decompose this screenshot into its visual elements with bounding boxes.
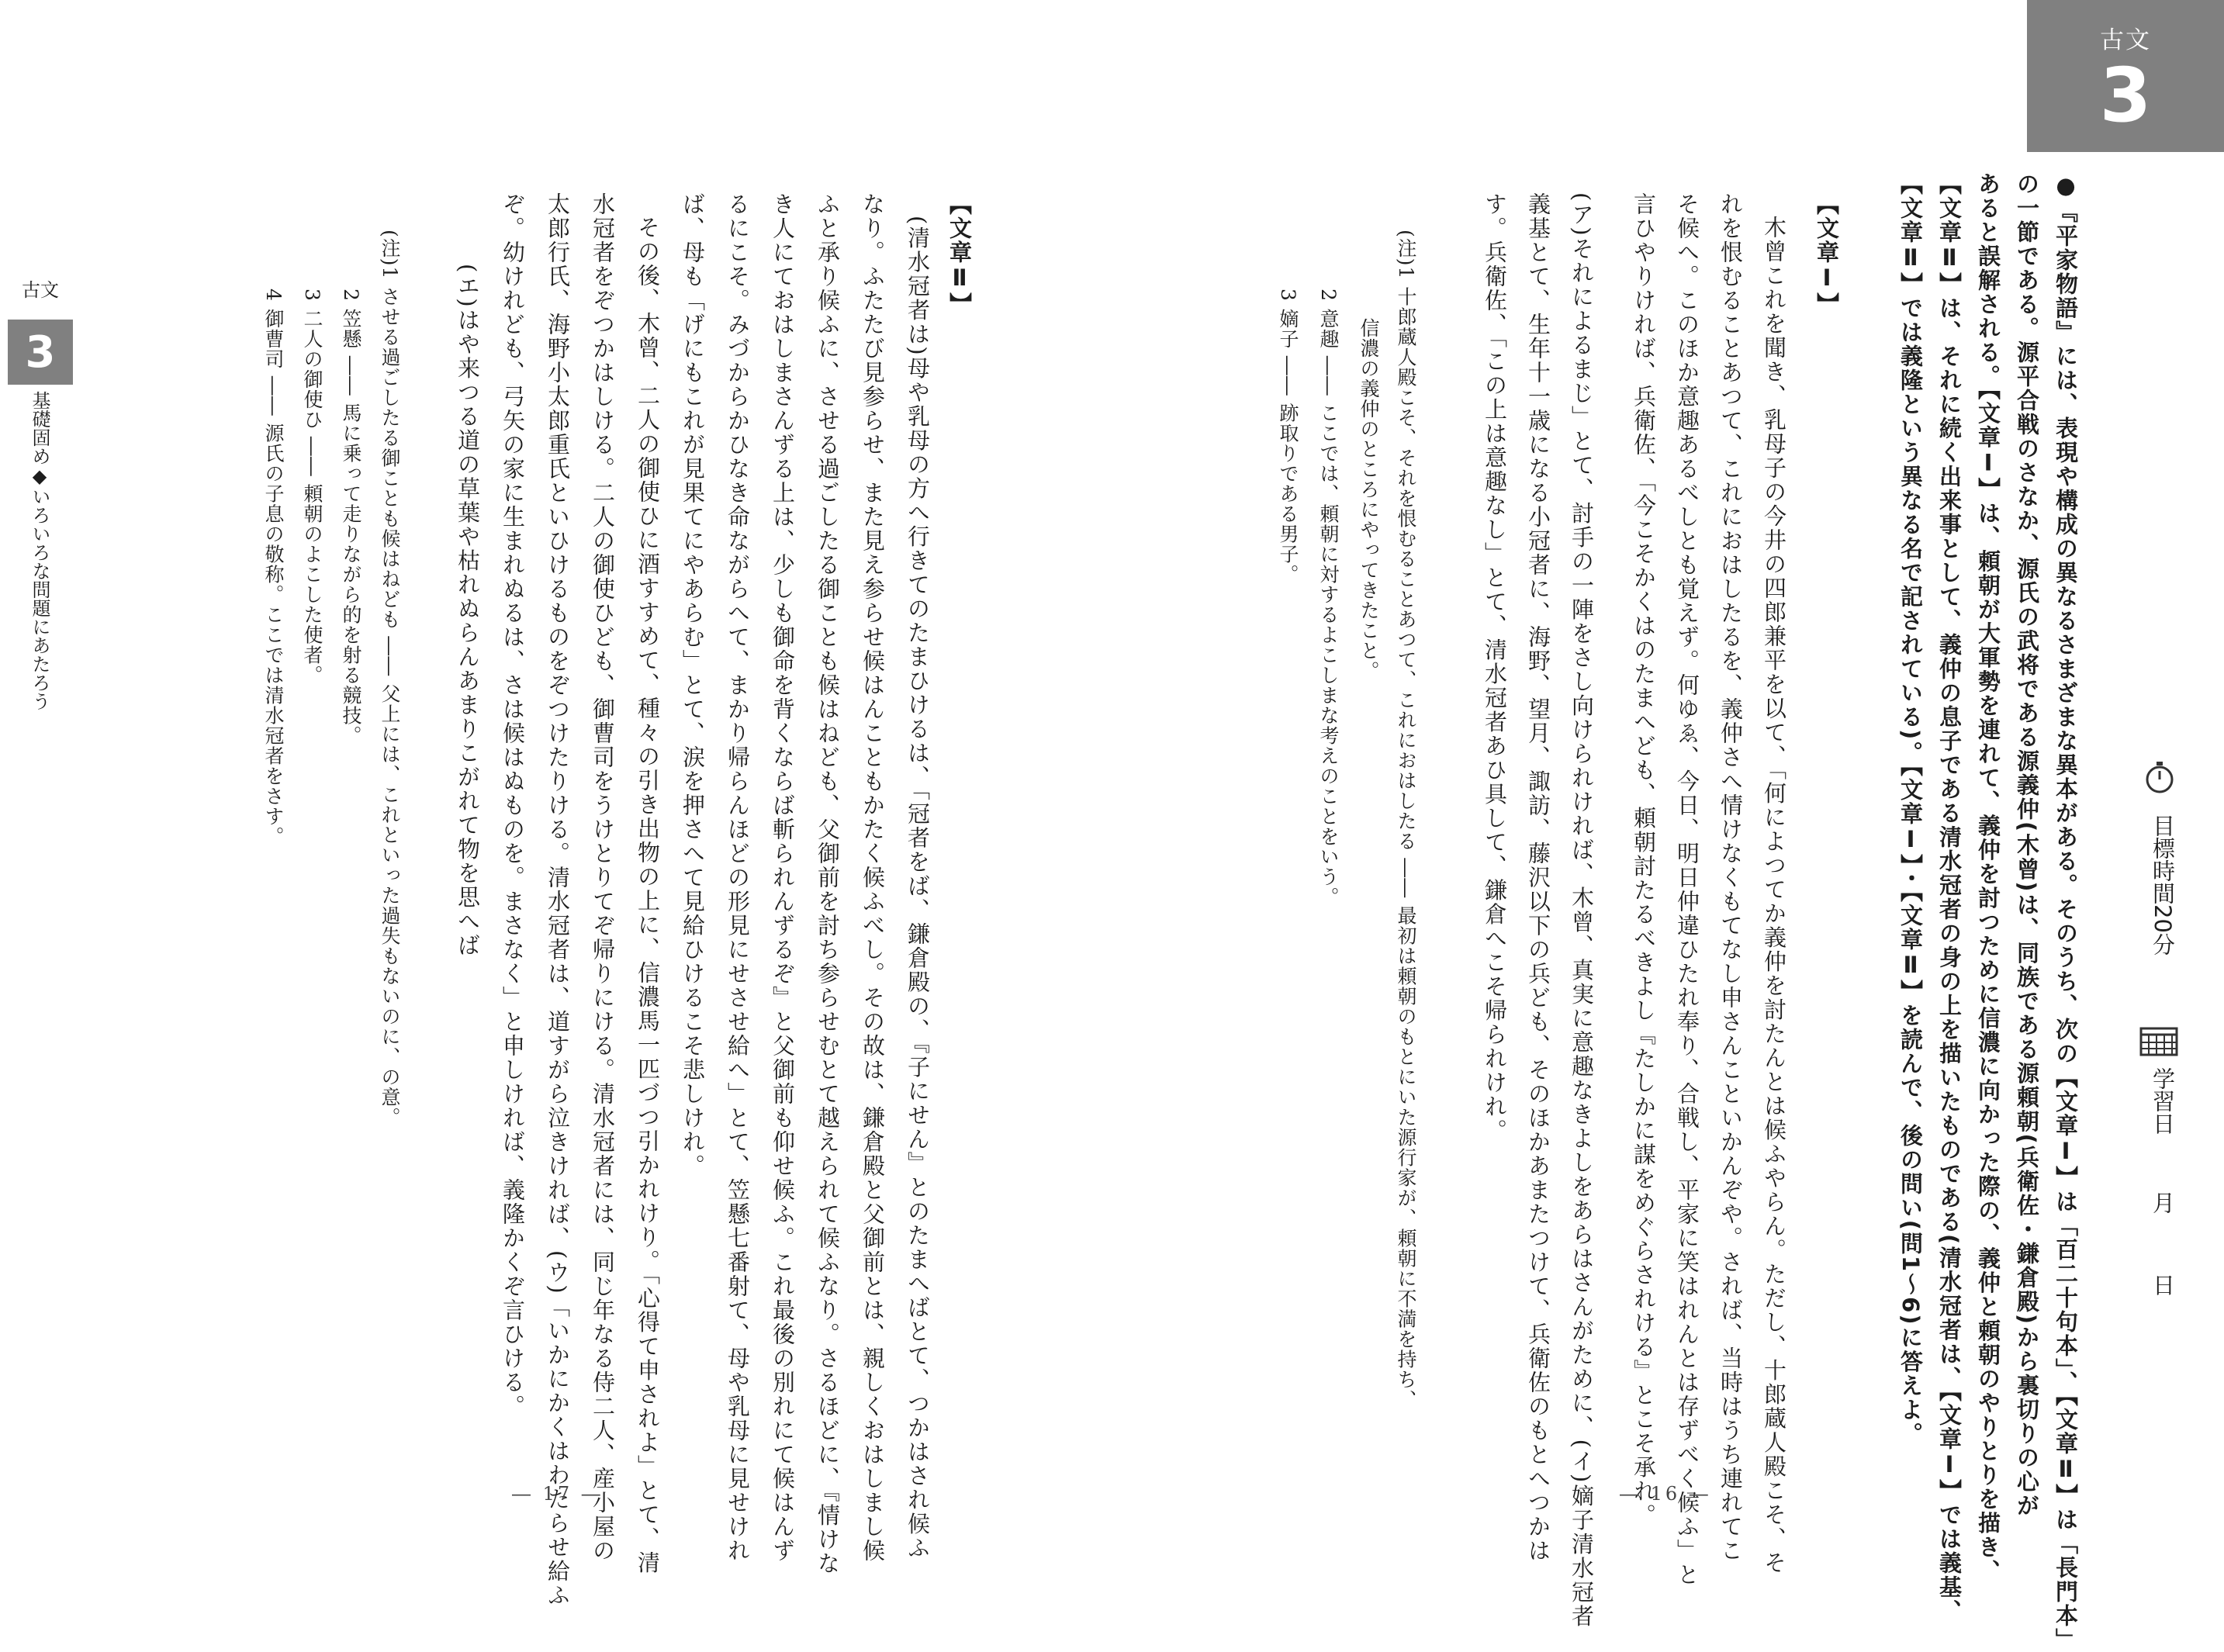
text2-poem: (エ)はや来つる道の草葉や枯れぬらんあまりこがれて物を思へば [455, 264, 481, 958]
text2-line-7: その後、木曾、二人の御使ひに酒すすめて、種々の引き出物の上に、信濃馬一匹づつ引かれけり。「心得て申されよ」とて、清 [635, 216, 661, 1575]
text1-line-4: 言ひやりければ、兵衛佐、「今こそかくはのたまへども、頼朝討たるべきよし『たしかに謀をめぐらされける』とこそ承れ。 [1631, 192, 1657, 1528]
text1-note-3: 3 嫡子 ―― 跡取りである男子。 [1277, 289, 1299, 585]
intro-line-1: ●『平家物語』には、表現や構成の異なるさまざまな異本がある。そのうち、次の【文章Ⅰ】は「百二十句本」、【文章Ⅱ】は「長門本」 [2053, 172, 2079, 1652]
text2-note-3: 3 二人の御使ひ ―― 頼朝のよこした使者。 [301, 289, 323, 686]
text2-line-6: ば、母も「げにもこれが見果てにやあらむ」とて、涙を押さへて見給ひけるこそ悲しけれ。 [680, 192, 706, 1178]
text1-line-2: れを恨むることあつて、これにおはしたるを、義仲さへ情けなくもてなし申さんこといかんぞや。されば、当時はうち連れてこ [1717, 192, 1744, 1563]
text1-note-1b: 信濃の義仲のところにやってきたこと。 [1358, 318, 1380, 681]
side-chapter-number: 3 [8, 320, 73, 385]
study-month: 月 [2150, 1191, 2176, 1214]
text1-note-2: 2 意趣 ―― ここでは、頼朝に対するよこしまな考えのことをいう。 [1317, 289, 1340, 907]
text1-heading: 【文章Ⅰ】 [1814, 192, 1840, 316]
text2-line-2: なり。ふたたび見参らせ、また見え参らせ候はんこともかたく候ふべし。その故は、鎌倉殿と父御前とは、親しくおはしまし候 [860, 192, 886, 1563]
text2-line-1: (清水冠者は)母や乳母の方へ行きてのたまひけるは、「冠者をば、鎌倉殿の、『子にせん』とのたまへばとて、つかはされ候ふ [904, 216, 931, 1560]
side-chapter-label: 古文 [22, 279, 59, 301]
study-date-label: 学習日 [2150, 1067, 2176, 1135]
intro-line-3: あると誤解される。【文章Ⅰ】は、頼朝が大軍勢を連れて、義仲を討つために信濃に向かった際の、義仲と頼朝のやりとりを描き、 [1975, 172, 2001, 1584]
intro-line-4: 【文章Ⅱ】は、それに続く出来事として、義仲の息子である清水冠者の身の上を描いたものである(清水冠者は、【文章Ⅰ】では義基、 [1936, 172, 1963, 1623]
side-chapter-text: 基礎固め◆いろいろな問題にあたろう [29, 391, 50, 710]
chapter-tab-label: 古文 [2100, 26, 2151, 54]
chapter-tab [2027, 0, 2224, 152]
text2-line-4: き人にておはしまさんずる上は、少しも御命を背くならば斬られんずるぞ』と父御前も仰せ候ふ。これ最後の別れにて候はんず [770, 192, 796, 1563]
text1-line-1: 木曾これを聞き、乳母子の今井の四郎兼平を以て、「何によつてか義仲を討たんとは候ふやらん。ただし、十郎蔵人殿こそ、そ [1761, 216, 1787, 1575]
chapter-tab-number: 3 [2099, 52, 2152, 139]
page-number-16: ― 16 ― [1620, 1483, 1711, 1505]
text2-line-10: ぞ。幼けれども、弓矢の家に生まれぬるは、さは候はぬものを。まさなく」と申しければ、義隆かくぞ言ひける。 [500, 192, 526, 1419]
intro-line-5: 【文章Ⅱ】では義隆という異なる名で記されている)。【文章Ⅰ】・【文章Ⅱ】を読んで、後の問い(問1〜6)に答えよ。 [1897, 172, 1924, 1446]
target-time: 目標時間20分 [2150, 814, 2176, 956]
text2-heading: 【文章Ⅱ】 [946, 192, 973, 316]
text1-line-3: そ候へ。このほか意趣あるべしとも覚えず。何ゆゑ、今日、明日仲違ひたれ奉り、合戦し、平家に笑はれんとは存ずべく候ふ」と [1674, 192, 1700, 1587]
text2-note-4: 4 御曹司 ―― 源氏の子息の敬称。ここでは清水冠者をさす。 [262, 289, 285, 847]
text2-line-5: るにこそ。みづからかひなき命ながらへて、まかり帰らんほどの形見にせさせ給へ」とて、笠懸七番射て、母や乳母に見せけれ [725, 192, 751, 1563]
text1-line-7: す。兵衛佐、「この上は意趣なし」とて、清水冠者あひ具して、鎌倉へこそ帰られけれ。 [1482, 192, 1508, 1143]
calendar-icon [2139, 1025, 2178, 1056]
text2-line-9: 太郎行氏、海野小太郎重氏といひけるものをぞつけたりける。清水冠者は、道すがら泣きければ、(ウ)「いかにかくはわたらせ給ふ [545, 192, 571, 1608]
text2-note-2: 2 笠懸 ―― 馬に乗って走りながら的を射る競技。 [340, 289, 362, 746]
text2-line-3: ふと承り候ふに、させる過ごしたる御ことも候はねども、父御前を討ち参らせむとて越えられて候ふなり。さるほどに、『情けな [815, 192, 841, 1576]
study-day: 日 [2150, 1274, 2176, 1296]
intro-line-2: の一節である。源平合戦のさなか、源氏の武将である源義仲(木曾)は、同族である源頼朝(兵衛佐・鎌倉殿)から裏切りの心が [2014, 172, 2040, 1519]
text1-line-6: 義基とて、生年十一歳になる小冠者に、海野、望月、諏訪、藤沢以下の兵ども、そのほかあまたつけて、兵衛佐のもとへつかは [1525, 192, 1551, 1563]
text2-note-1: (注)1 させる過ごしたる御ことも候はねども ―― 父上には、これといった過失もないのに、の意。 [379, 230, 401, 1128]
text1-line-5: (ア)それによるまじ」とて、討手の一陣をさし向けられければ、木曾、真実に意趣なきよしをあらはさんがために、(イ)嫡子清水冠者 [1569, 192, 1595, 1629]
stopwatch-icon [2143, 760, 2177, 794]
text1-note-1: (注)1 十郎蔵人殿こそ、それを恨むることあつて、これにおはしたる ―― 最初は頼朝のもとにいた源行家が、頼朝に不満を持ち、 [1395, 230, 1417, 1410]
text2-line-8: 水冠者をぞつかはしける。二人の御使ひども、御曹司をうけとりてぞ帰りにける。清水冠者には、同じ年なる侍二人、産小屋の [590, 192, 616, 1563]
page-number-17: ― 17 ― [512, 1483, 604, 1505]
